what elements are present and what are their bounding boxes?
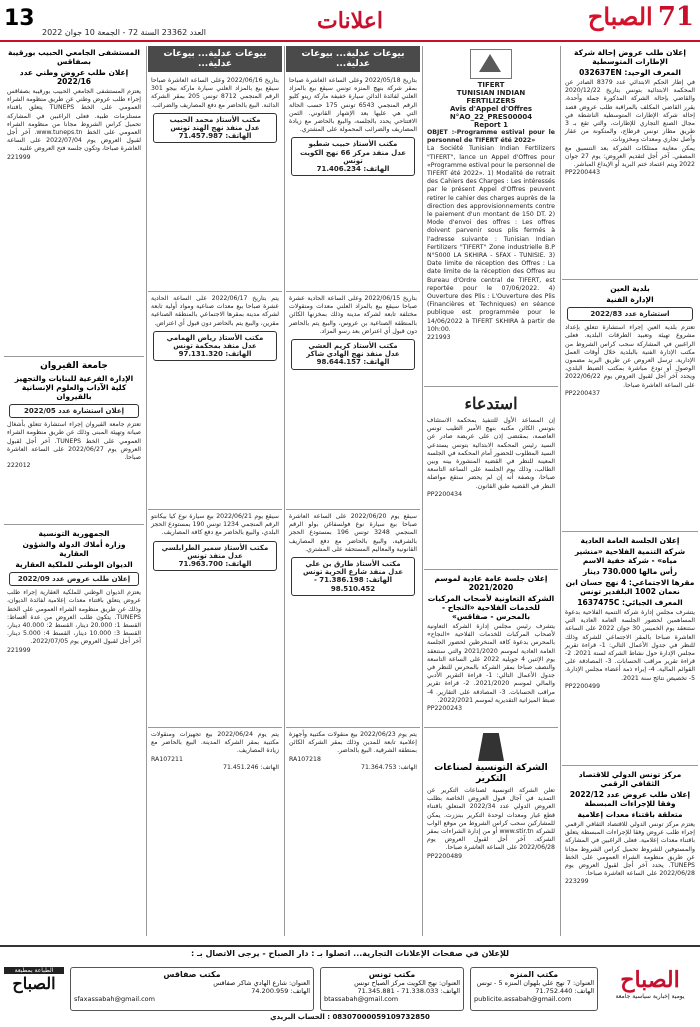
bailiff-address: عدل منفذ بمحكمة تونس [173,342,257,351]
footer-strip: للإعلان في صفحات الإعلانات التجارية... اتصلوا بـ : دار الصباح - يرجى الاتصال بـ : [190,949,510,958]
sale-body: يتم يوم 2022/06/24 بيع تجهيزات ومنقولات مكتبية بمقر الشركة المدينة. البيع بالحاضر مع زيادة المصاريف. [151,731,279,755]
column-divider [284,46,285,936]
column-4 [148,44,282,944]
ad-subtitle: إعلان طلب عروض وطني عدد 2022/16 [19,68,129,86]
header-rule [0,40,700,42]
page-number: 13 [4,6,35,31]
ad-box-label: استشارة عدد 2022/83 [567,307,693,321]
judicial-sale-1 [286,74,420,292]
bailiff-name: مكتب الأستاذ محمد الحبيب [169,115,261,124]
bailiff-address: عدل منفذ مركز 66 نهج الكويت تونس [299,148,407,165]
ad-ref: 222012 [7,462,31,470]
tifert-logo-icon [470,49,512,79]
ad-ref: PP2200243 [427,705,463,713]
tifert-header [427,81,555,129]
ad-subtitle: إعلان طلب عروض عدد 2022/12 وفقا للإجراءات المبسطة [569,790,691,808]
office-box-menzah [470,967,598,1011]
footer-logo-right [604,967,696,1011]
bailiff-phone: الهاتف: 71.457.987 [178,132,252,141]
ad-box-label: إعلان طلب عروض عدد 2022/09 [9,572,139,586]
sale-body: سيقع يوم 2022/06/20 على الساعة العاشرة صباحا بيع سيارة نوع فولسفاغن بولو الرقم المنجمي 3248 تونس 196 بمستودع الحجز بالشرقية، والبيع بالحاضر مع دفع المصاريف القانونية والمعاليم المستحقة على المشتري. [289,513,417,553]
ad-ref: PP2200489 [427,852,463,860]
ad-ref: 221999 [7,153,31,161]
judicial-sale-4 [148,728,282,935]
bailiff-phone: الهاتف: 71.364.753 [361,763,417,771]
ad-cooperative-meeting [424,570,558,728]
ad-title: الشركة التونسية لصناعات التكرير [434,763,548,784]
sale-body: بتاريخ 2022/06/15 وعلى الساعة الحادية عشرة صباحا سيقع بيع بالمزاد العلني معدات ومنقولات مختلفة تابعة لشركة مدينة وذلك بمخزنها الكائن بالمنطقة الصناعية بن عروس، والبيع يتم بالحاضر دون قبول أي اعتراض بعد رسو المزاد. [289,295,417,335]
ad-subtitle-2: الديوان الوطني للملكية العقارية [15,560,133,569]
ad-body: يعتزم الديوان الوطني للملكية العقارية إجراء طلب عروض يتعلق باقتناء معدات إعلامية لفائدة الديوان، وذلك عن طريق منظومة الشراء العمومي على الخط TUNEPS. يتكون طلب العروض من عدة أقساط: القسط 1: 20.000 دينار، القسط 2: 40.000 دينار، القسط 3: 10.000 دينار، القسط 4: 5.000 دينار. آخر أجل لقبول العروض يوم 2022/07/05. [7,589,141,646]
masthead-number: 71 [657,2,694,32]
column-2 [424,44,558,944]
ad-tifert [424,44,558,387]
page-header [0,0,700,44]
bailiff-phone: الهاتف: 97.131.320 [178,350,252,359]
tifert-object: OBJET :-Programme estival pour le personnel de TIFERT été 2022» [427,129,555,145]
column-3 [286,44,420,944]
tifert-line: Avis d'Appel d'Offres [449,105,533,113]
office-title: مكتب صفاقس [163,970,221,979]
ad-tax-id: المعرف الجبائي: 1637475C [577,598,683,607]
judicial-sale-1 [148,74,282,292]
ad-hospital [4,44,144,357]
ad-body: يعتزم المستشفى الجامعي الحبيب بورقيبة بصفاقس إجراء طلب عروض وطني عن طريق منظومة الشراء العمومي على الخط TUNEPS يتعلق باقتناء مستلزمات طبية. فعلى الراغبين في المشاركة تحميل كراس الشروط مجانا من منظومة الشراء العمومي على الخط www.tuneps.tn. آخر أجل لقبول العروض يوم 2022/07/04 على الساعة العاشرة صباحا، وتكون جلسة فتح العروض علنية. [7,88,141,153]
bailiff-box [291,557,415,596]
sale-body: بتاريخ 2022/06/16 وعلى الساعة العاشرة صباحا سيقع بيع بالمزاد العلني سيارة ماركة بيجو 301 الرقم المنجمي 8712 تونس 205 بمقر الشركة الدائنة. البيع بالحاضر مع دفع المصاريف والضرائب. [151,77,280,109]
ad-subtitle: الشركة التعاونية لأصحاب المركبات للخدمات الفلاحية «النجاح - بالمحرس - صفاقس» [427,594,555,621]
sale-body: يتم يوم 2022/06/23 بيع منقولات مكتبية وأجهزة إعلامية تابعة للمدين وذلك بمقر الشركة الكائن بمنطقة الشرقية. البيع بالحاضر. [289,731,417,755]
office-box-sfax [70,967,314,1011]
ad-title: بلدية العين [610,284,650,293]
ad-title: مركز تونس الدولي للاقتصاد الثقافي الرقمي [578,770,682,788]
ad-body: يتشرف مجلس إدارة شركة التنمية الفلاحية بدعوة المساهمين لحضور الجلسة العامة العادية التي ستنعقد يوم الخميس 30 جوان 2022 على الساعة العاشرة صباحا بالمقر الاجتماعي للشركة وذلك للنظر في جدول الأعمال التالي: 1- قراءة تقرير مجلس الإدارة حول نشاط الشركة لسنة 2021. 2- قراءة تقرير مراقب الحسابات. 3- المصادقة على القوائم المالية. 4- إبراء ذمة أعضاء مجلس الإدارة. 5- تخصيص نتائج سنة 2021. [565,609,695,682]
bailiff-phone: الهاتف: 98.644.157 [316,358,390,367]
sale-body: سيقع يوم 2022/06/21 بيع سيارة نوع كيا بيكانتو الرقم المنجمي 1234 تونس 190 بمستودع الحجز البلدي، والبيع بالحاضر مع دفع كافة المصاريف. [151,513,279,537]
ad-general-meeting [562,532,698,766]
tifert-body: La Société Tunisian Indian Fertilizers "TIFERT", lance un Appel d'Offres pour «Programme estival pour le personnel de TIFERT été 2022». 1) Modalité de retrait des Cahiers des Charges : Les intéressés par le présent Appel d'Offres peuvent retirer le cahier des charges auprès de la direction des approvisionnements contre le paiement d'un montant de 150 DT. 2) Mode d'envoi des offres : Les offres doivent parvenir sous plis fermés à l'adresse suivante : Tunisian Indian Fertilizers "TIFERT" Zone industrielle B.P N°5000 LA SKHIRA - SFAX - TUNISIE. 3) Date limite de réception des Offres : La date limite de la réception des Offres au Bureau d'Ordre central de TIFERT, est reportée pour le 07/06/2022. 4) Ouverture des Plis : L'Ouverture des Plis (Financières et Techniques) en séance publique est programmée pour le 14/06/2022 à TIFERT SKHIRA à partir de 10h:00. [427,145,556,333]
footer-logo-left [4,967,64,1011]
ad-ref: PP2200499 [565,682,601,690]
ad-summons [424,387,558,570]
ad-tire-company [562,44,698,280]
bailiff-phone: الهاتف: 71.963.700 [178,560,252,569]
ad-title: الجمهورية التونسية [38,529,110,538]
judicial-sale-3 [286,510,420,728]
tifert-name: TIFERT [477,81,505,89]
bailiff-address: عدل منفذ شارع الحرية تونس [302,568,404,577]
office-email[interactable]: sfaxassabah@gmail.com [74,995,155,1003]
bailiff-address: عدل منفذ نهج الهند تونس [170,124,260,133]
office-phone: الهاتف: 71.338.033 - 71.345.881 [357,987,460,995]
ad-ref: PP2200437 [565,389,601,397]
issue-meta: العدد 23362 السنة 72 - الجمعة 10 جوان 2022 [42,28,206,37]
bailiff-box [291,137,415,176]
bailiff-box [153,541,277,572]
footer-logo-tagline: الطباعة بمطبعة [4,967,64,974]
ad-body: تعتزم جامعة القيروان إجراء استشارة تتعلق بأشغال صيانة وتهيئة المبنى وذلك عن طريق منظومة الشراء العمومي على الخط TUNEPS. آخر أجل لقبول العروض يوم 2022/06/27 على الساعة العاشرة صباحا. [7,421,141,462]
bailiff-box [153,331,277,362]
ad-title: جامعة القيروان [40,361,108,371]
column-divider [422,46,423,936]
office-phone: الهاتف: 71.752.440 [535,987,594,995]
ad-subtitle: شركة التنمية الفلاحية «منشير مياه» - شركة خفية الاسم [574,547,686,565]
ad-university [4,357,144,525]
bailiff-name: مكتب الأستاذ طارق بن علي [305,560,401,569]
ad-body-2: يمكن معاينة ممتلكات الشركة بعد التنسيق مع المصفي. آخر أجل لتقديم العروض: يوم 27 جوان 2022 ويتم اعتماد ختم البريد أو الإيداع المباشر. [565,144,695,169]
office-address: العنوان: 7 نهج علي بلهوان المنزه 5 - تونس [476,979,594,987]
column-1 [562,44,698,944]
judicial-sale-2 [286,292,420,510]
column-5 [4,44,144,944]
ad-capital: رأس مالها 730.000 دينار [582,567,678,576]
sale-body: يتم بتاريخ 2022/06/17 على الساعة الحادية عشرة صباحا بيع معدات صناعية ومواد أولية تابعة لشركة مدينة بمقرها الاجتماعي بالمنطقة الصناعية مقرين، والبيع يتم بالحاضر دون قبول أي اعتراض. [151,295,279,327]
footer-logo-name: الصباح [12,974,56,993]
footer-logo-tagline: يومية إخبارية سياسية جامعة [615,993,685,1000]
stir-logo-icon [478,733,504,761]
ad-stir [424,728,558,944]
office-address: العنوان: نهج الكويت مركز الصباح تونس [354,979,460,987]
ad-body: يتشرف رئيس مجلس إدارة الشركة التعاونية لأصحاب المركبات للخدمات الفلاحية «النجاح» بالمحرس بدعوة كافة المنخرطين لحضور الجلسة العامة العادية لموسم 2021/2020 والتي ستنعقد يوم الإثنين 4 جويلية 2022 على الساعة التاسعة والنصف صباحا بمقر الشركة بالمحرس للنظر في جدول الأعمال التالي: 1- قراءة التقرير الأدبي والمالي لموسم 2021/2020. 2- قراءة تقرير مراقب الحسابات. 3- المصادقة على التقارير. 4- ضبط الميزانية التقديرية لموسم 2022/2021. [427,623,555,704]
ad-subtitle: وزارة أملاك الدولة والشؤون العقارية [22,540,126,558]
office-box-tunis [320,967,464,1011]
office-email[interactable]: btassabah@gmail.com [324,995,399,1003]
office-email[interactable]: publicite.assabah@gmail.com [474,995,572,1003]
bailiff-box [153,113,277,144]
section-title: اعلانات [317,8,383,34]
ad-ref: 221993 [427,334,451,342]
bailiff-address: عدل منفذ نهج الهادي شاكر [306,350,400,359]
bailiff-phone: الهاتف: 71.386.198 - 98.510.452 [313,576,393,593]
ad-subtitle: الإدارة الفرعية للبنايات والتجهيز كلية الآداب والعلوم الإنسانية بالقيروان [14,374,134,401]
bailiff-name: مكتب الأستاذ سمير الطرابلسي [161,543,269,552]
ad-title: المستشفى الجامعي الحبيب بورقيبة بصفاقس [8,48,140,66]
masthead-name: الصباح [587,2,653,31]
judicial-sale-3 [148,510,282,728]
ad-address: مقرها الاجتماعي: 4 نهج حسان ابن نعمان 1002 البلفدير تونس [565,578,695,596]
masthead-logo [574,2,694,38]
ad-body: إن المساعد الأول للتنفيذ بمحكمة الاستئناف بتونس الكائن مكتبه بنهج الأمير الطيب تونس العاصمة، بمقتضى إذن على عريضة صادر عن السيد رئيس المحكمة الابتدائية بتونس يستدعي السيد المطلوب للحضور أمام المحكمة في الجلسة المعينة للنظر في القضية المنشورة بينه وبين الطالب، وذلك يوم الجلسة على الساعة التاسعة صباحا، وبصفة أنه إن لم يحضر ستقع مواصلة النظر في القضية طبق القانون. [427,417,555,490]
bailiff-name: مكتب الأستاذ كريم العشي [308,342,398,351]
ad-subject: متعلقة باقتناء معدات إعلامية [577,810,683,819]
column-divider [146,46,147,936]
ad-ref: RA107218 [289,755,321,763]
judicial-sales-banner: بيوعات عدلية... بيوعات عدلية... [148,46,282,72]
ad-digital-center [562,766,698,944]
ad-box-label: إعلان استشارة عدد 2022/05 [9,404,139,418]
column-divider [560,46,561,936]
ad-body: تعلن الشركة التونسية لصناعات التكرير عن التمديد في آجال قبول العروض الخاصة بطلب العروض الدولي عدد 2022/34 المتعلق باقتناء قطع غيار ومعدات لوحدة التكرير ببنزرت. يمكن للمشاركين سحب كراس الشروط من موقع الواب للشركة www.stir.tn أو من إدارة الشراءات بمقر الشركة. آخر أجل لقبول العروض يوم 2022/06/28 على الساعة العاشرة صباحا. [427,787,556,852]
ad-body: تعتزم بلدية العين إجراء استشارة تتعلق بإعداد مشروع تهيئة وتعبيد الطرقات البلدية. فعلى الراغبين في المشاركة سحب كراس الشروط من مكتب الإدارة الفنية بالبلدية خلال أوقات العمل الإدارية. ترسل العروض عن طريق البريد مضمون الوصول أو تودع مباشرة بمكتب الضبط البلدي، ويحدد آخر أجل لقبول العروض يوم 2022/06/22 على الساعة العاشرة صباحا. [565,324,695,389]
footer-logo-name: الصباح [620,967,680,993]
postal-account: 08307000059109732850 : الحساب البريدي [270,1013,430,1021]
judicial-sale-4 [286,728,420,935]
office-title: مكتب تونس [368,970,416,979]
ad-body: يعتزم مركز تونس الدولي للاقتصاد الثقافي الرقمي إجراء طلب عروض وفقا للإجراءات المبسطة يتعلق باقتناء معدات إعلامية. فعلى الراغبين في المشاركة والمستوفين للشروط تحميل كراس الشروط مجانا عن طريق منظومة الشراء العمومي على الخط TUNEPS. يحدد آخر أجل لقبول العروض يوم 2022/06/28 على الساعة العاشرة صباحا. [565,821,695,878]
ad-title: إعلان الجلسة العامة العادية [580,536,680,545]
sale-body: بتاريخ 2022/05/18 وعلى الساعة العاشرة صباحا بمقر شركة بنهج المنزه تونس سيقع بيع بالمزاد العلني لفائدة الدائن سيارة خفيفة ماركة رينو كليو الرقم المنجمي 6543 تونس 175 حسب الحالة التي هي عليها بعد الإشهار القانوني. الثمن الافتتاحي يحدد بالجلسة، والبيع بالحاضر مع زيادة المصاريف والضرائب المحمولة على المشتري. [289,77,417,134]
ad-ref: PP2200443 [565,169,601,177]
ad-title: إعلان طلب عروض إحالة شركة الإطارات المتوسطية [574,48,686,66]
judicial-sales-banner: بيوعات عدلية... بيوعات عدلية... [286,46,420,72]
ad-municipality [562,280,698,532]
bailiff-box [291,339,415,370]
bailiff-name: مكتب الأستاذ حبيب شطبو [308,140,398,149]
ad-ref: 223299 [565,878,589,886]
bailiff-address: عدل منفذ تونس [187,551,243,560]
bailiff-phone: الهاتف: 71.451.246 [223,763,279,771]
summons-title: استدعاء [464,394,518,413]
tifert-line: TUNISIAN INDIAN [456,89,526,97]
ad-ref: RA107211 [151,755,183,763]
tifert-line: FERTILIZERS [466,97,516,105]
ad-ref: 221999 [7,646,31,654]
tifert-line: N°AO_22_PRES00004 [449,113,533,121]
tifert-line: Report 1 [473,121,509,129]
ad-body: في إطار الحكم الابتدائي عدد 8379 الصادر عن المحكمة الابتدائية بتونس بتاريخ 2020/12/22 والقاضي بإحالة الشركة المذكورة جملة وأحدة، يقرر القاضي المكلف بالمراقبة طلب عروض قصد إحالة شركة الإطارات المتوسطية الناشطة في مجال الصنع التجاري للإطارات، والتي تقع بـ 3 طريق مطار تونس قرطاج، والمتكونة من عقار وأصل تجاري ومعدات ومخزونات. [565,79,695,144]
office-phone: الهاتف: 74.200.959 [251,987,310,995]
bailiff-phone: الهاتف: 71.406.234 [316,165,390,174]
page-footer [0,945,700,1027]
ad-property-office [4,525,144,944]
office-title: مكتب المنزه [509,970,559,979]
bailiff-name: مكتب الأستاذ رياض الهمامي [166,333,264,342]
ad-subtitle: المعرف الوحيد: 032637EN [579,68,681,77]
ad-ref: PP2200434 [427,490,463,498]
office-address: العنوان: شارع الهادي شاكر صفاقس [213,979,310,987]
ad-title: إعلان جلسة عامة عادية لموسم 2021/2020 [434,574,548,592]
judicial-sale-2 [148,292,282,510]
ad-subtitle: الإدارة الفنية [606,295,654,304]
